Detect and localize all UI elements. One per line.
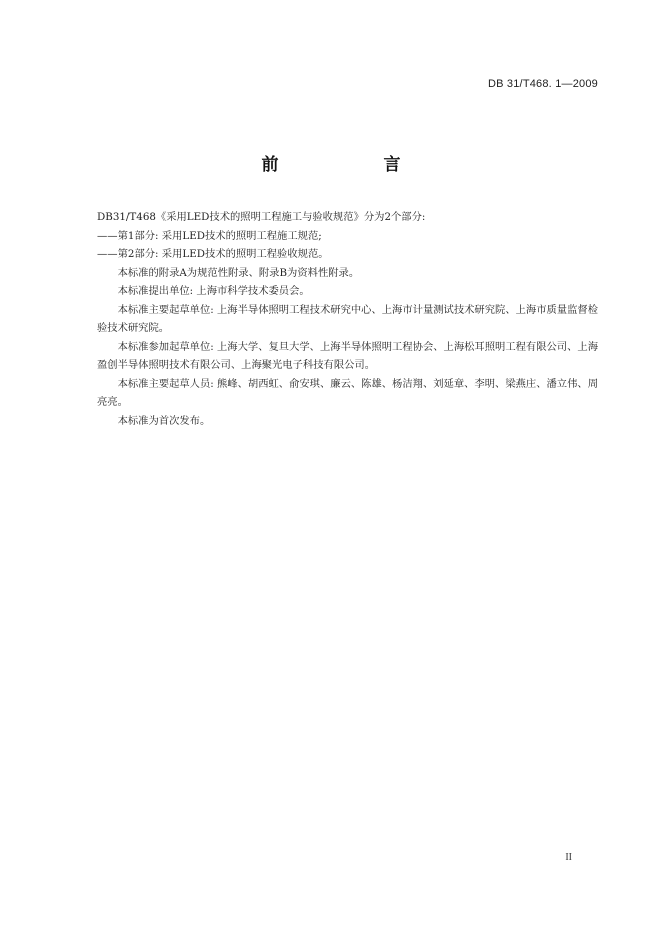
paragraph-participating-drafters: 本标准参加起草单位: 上海大学、复旦大学、上海半导体照明工程协会、上海松耳照明工程有限公司、上海盈创半导体照明技术有限公司、上海聚光电子科技有限公司。 xyxy=(97,340,598,371)
paragraph-main-authors: 本标准主要起草人员: 熊峰、胡西虹、俞安琪、廉云、陈雄、杨洁翔、刘延章、李明、梁燕庄、潘立伟、周亮亮。 xyxy=(97,377,598,408)
paragraph-part-1: ——第1部分: 采用LED技术的照明工程施工规范; xyxy=(97,229,322,242)
paragraph-proposer: 本标准提出单位: 上海市科学技术委员会。 xyxy=(117,285,310,297)
paragraph-intro: DB31/T468《采用LED技术的照明工程施工与验收规范》分为2个部分: xyxy=(97,211,426,223)
page-title: 前 言 xyxy=(261,155,445,175)
paragraph-appendix: 本标准的附录A为规范性附录、附录B为资料性附录。 xyxy=(117,266,360,279)
page-number: II xyxy=(565,852,572,863)
paragraph-first-release: 本标准为首次发布。 xyxy=(117,414,211,427)
standard-number: DB 31/T468. 1—2009 xyxy=(487,78,598,90)
paragraph-main-drafters: 本标准主要起草单位: 上海半导体照明工程技术研究中心、上海市计量测试技术研究院、上海市质量监督检验技术研究院。 xyxy=(97,303,598,334)
foreword-body xyxy=(97,208,602,430)
paragraph-part-2: ——第2部分: 采用LED技术的照明工程验收规范。 xyxy=(97,248,329,260)
